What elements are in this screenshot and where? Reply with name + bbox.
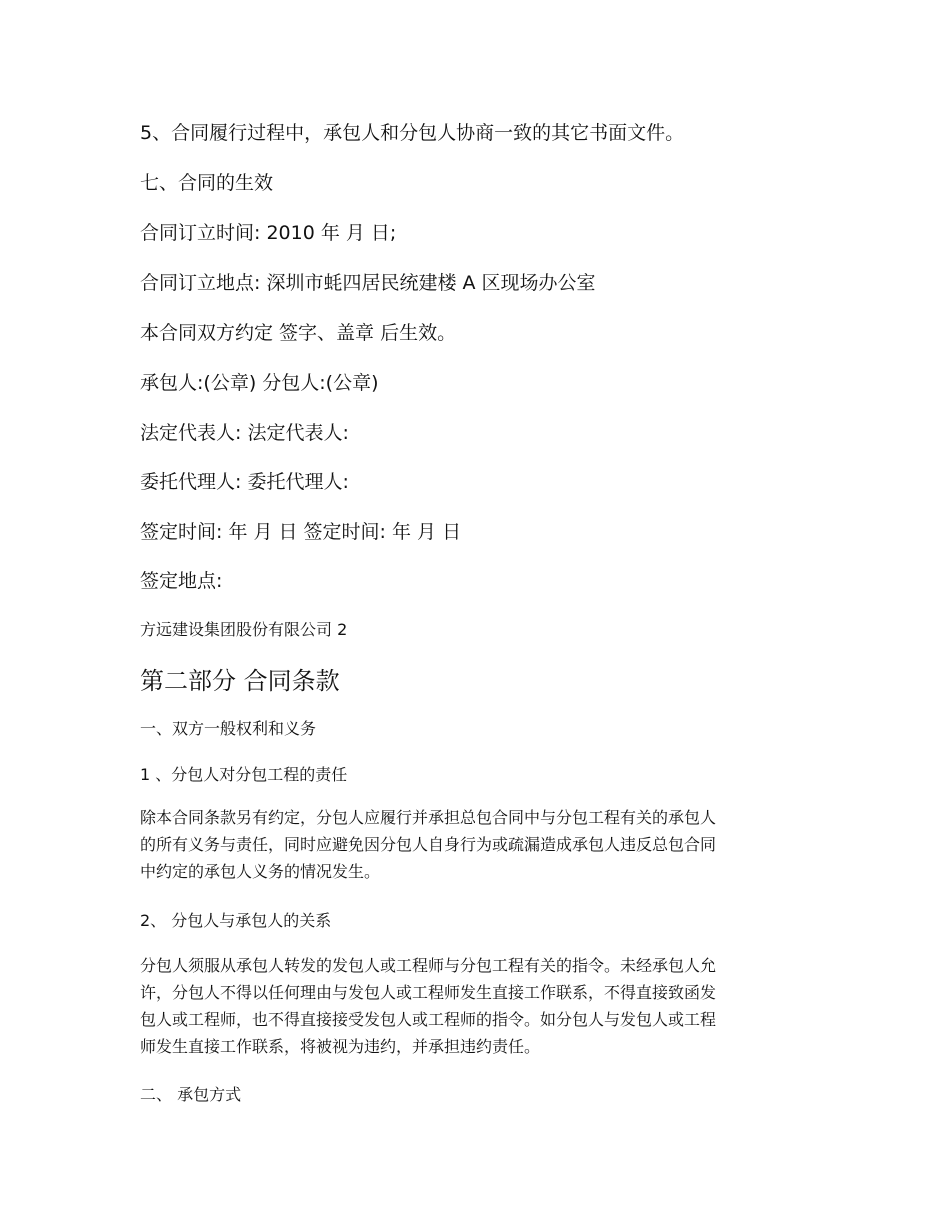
part-2-title: 第二部分 合同条款 — [140, 667, 340, 695]
paragraph-line: 中约定的承包人义务的情况发生。 — [140, 862, 381, 881]
legal-representative-line: 法定代表人: 法定代表人: — [140, 422, 349, 444]
contract-sign-place: 合同订立地点: 深圳市蚝四居民统建楼 A 区现场办公室 — [140, 272, 596, 294]
seal-line: 承包人:(公章) 分包人:(公章) — [140, 372, 379, 394]
paragraph-line: 的所有义务与责任，同时应避免因分包人自身行为或疏漏造成承包人违反总包合同 — [140, 835, 717, 854]
contract-sign-date: 合同订立时间: 2010 年 月 日; — [140, 222, 397, 244]
paragraph-line: 分包人须服从承包人转发的发包人或工程师与分包工程有关的指令。未经承包人允 — [140, 956, 717, 975]
paragraph-line: 许，分包人不得以任何理由与发包人或工程师发生直接工作联系，不得直接致函发 — [140, 983, 717, 1002]
paragraph-subcontractor-relationship — [140, 952, 820, 1060]
paragraph-line: 师发生直接工作联系，将被视为违约，并承担违约责任。 — [140, 1037, 541, 1056]
section-1-heading: 一、双方一般权利和义务 — [140, 719, 317, 738]
entrusted-agent-line: 委托代理人: 委托代理人: — [140, 471, 349, 493]
subsection-1-heading: 1 、分包人对分包工程的责任 — [140, 765, 348, 784]
effect-clause: 本合同双方约定 签字、盖章 后生效。 — [140, 322, 457, 344]
subsection-2-heading: 2、 分包人与承包人的关系 — [140, 911, 332, 930]
signing-time-line: 签定时间: 年 月 日 签定时间: 年 月 日 — [140, 521, 462, 543]
paragraph-line: 除本合同条款另有约定，分包人应履行并承担总包合同中与分包工程有关的承包人 — [140, 808, 717, 827]
paragraph-subcontractor-responsibility — [140, 804, 820, 885]
company-footer: 方远建设集团股份有限公司 2 — [140, 620, 348, 639]
paragraph-line: 包人或工程师，也不得直接接受发包人或工程师的指令。如分包人与发包人或工程 — [140, 1010, 717, 1029]
clause-item-5: 5、合同履行过程中，承包人和分包人协商一致的其它书面文件。 — [140, 122, 685, 144]
signing-place-line: 签定地点: — [140, 570, 223, 592]
section-2-heading: 二、 承包方式 — [140, 1085, 242, 1104]
section-7-heading: 七、合同的生效 — [140, 172, 274, 194]
